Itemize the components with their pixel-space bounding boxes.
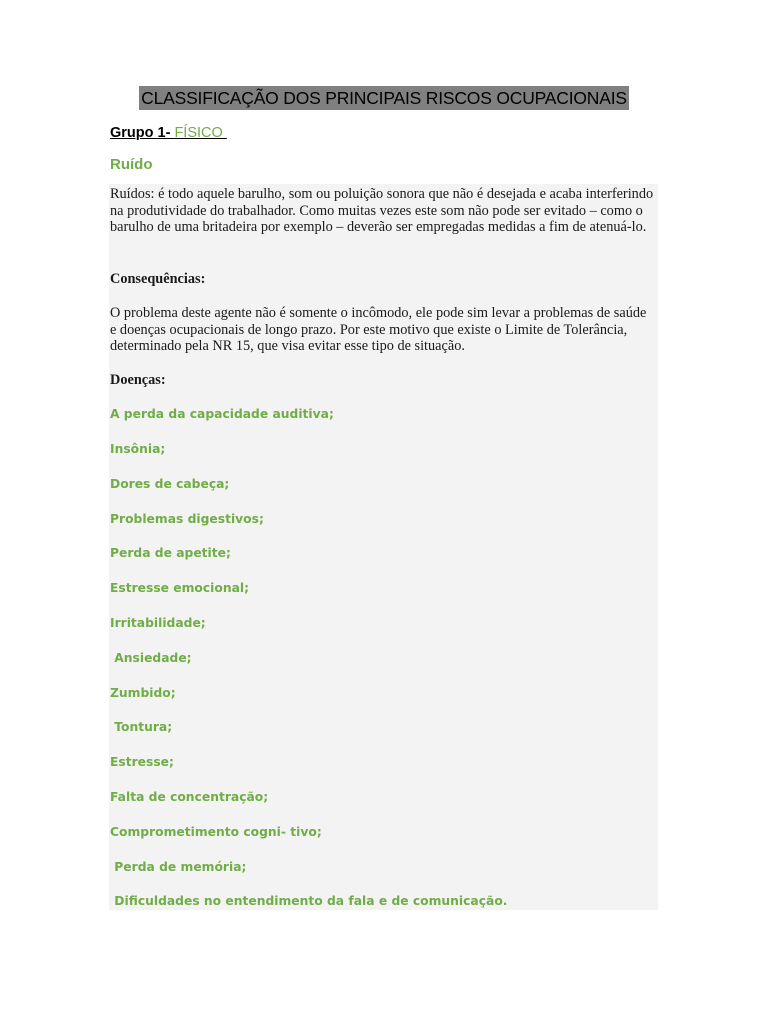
- disease-item: Estresse emocional;: [110, 581, 250, 595]
- consequences-paragraph: O problema deste agente não é somente o incômodo, ele pode sim levar a problemas de saúde e doenças ocupacionais de longo prazo. Por este motivo que existe o Limite de Tolerância, determinado pela NR 15, que visa evitar esse tipo de situação.: [110, 305, 647, 354]
- disease-item: Comprometimento cogni- tivo;: [110, 825, 322, 839]
- disease-item: Tontura;: [110, 720, 173, 734]
- disease-item: Perda de apetite;: [110, 546, 231, 560]
- group-heading: [110, 123, 227, 143]
- group-name: FÍSICO: [174, 125, 227, 141]
- disease-item: Irritabilidade;: [110, 616, 206, 630]
- title-wrapper: [0, 86, 768, 110]
- disease-item: Insônia;: [110, 442, 166, 456]
- section-title: Ruído: [110, 156, 153, 173]
- disease-item: Estresse;: [110, 755, 174, 769]
- intro-lead: Ruídos: [110, 186, 151, 202]
- disease-item: Zumbido;: [110, 686, 176, 700]
- document-title: CLASSIFICAÇÃO DOS PRINCIPAIS RISCOS OCUPACIONAIS: [141, 88, 627, 108]
- disease-item: Perda de memória;: [110, 860, 247, 874]
- group-prefix: Grupo 1-: [110, 125, 175, 141]
- intro-paragraph: [110, 186, 656, 236]
- diseases-heading: Doenças:: [110, 372, 166, 388]
- disease-item: A perda da capacidade auditiva;: [110, 407, 334, 421]
- consequences-heading: Consequências:: [110, 271, 206, 287]
- disease-item: Falta de concentração;: [110, 790, 269, 804]
- disease-item: Dificuldades no entendimento da fala e de comunicação.: [110, 894, 508, 908]
- disease-item: Dores de cabeça;: [110, 477, 230, 491]
- disease-item: Problemas digestivos;: [110, 512, 264, 526]
- intro-text: : é todo aquele barulho, som ou poluição sonora que não é desejada e acaba interferindo na produtividade do trabalhador. Como muitas vezes este som não pode ser evitado – como o barulho de uma britadeira por exemplo – deverão ser empregadas medidas a fim de atenuá-lo.: [110, 186, 654, 235]
- disease-item: Ansiedade;: [110, 651, 192, 665]
